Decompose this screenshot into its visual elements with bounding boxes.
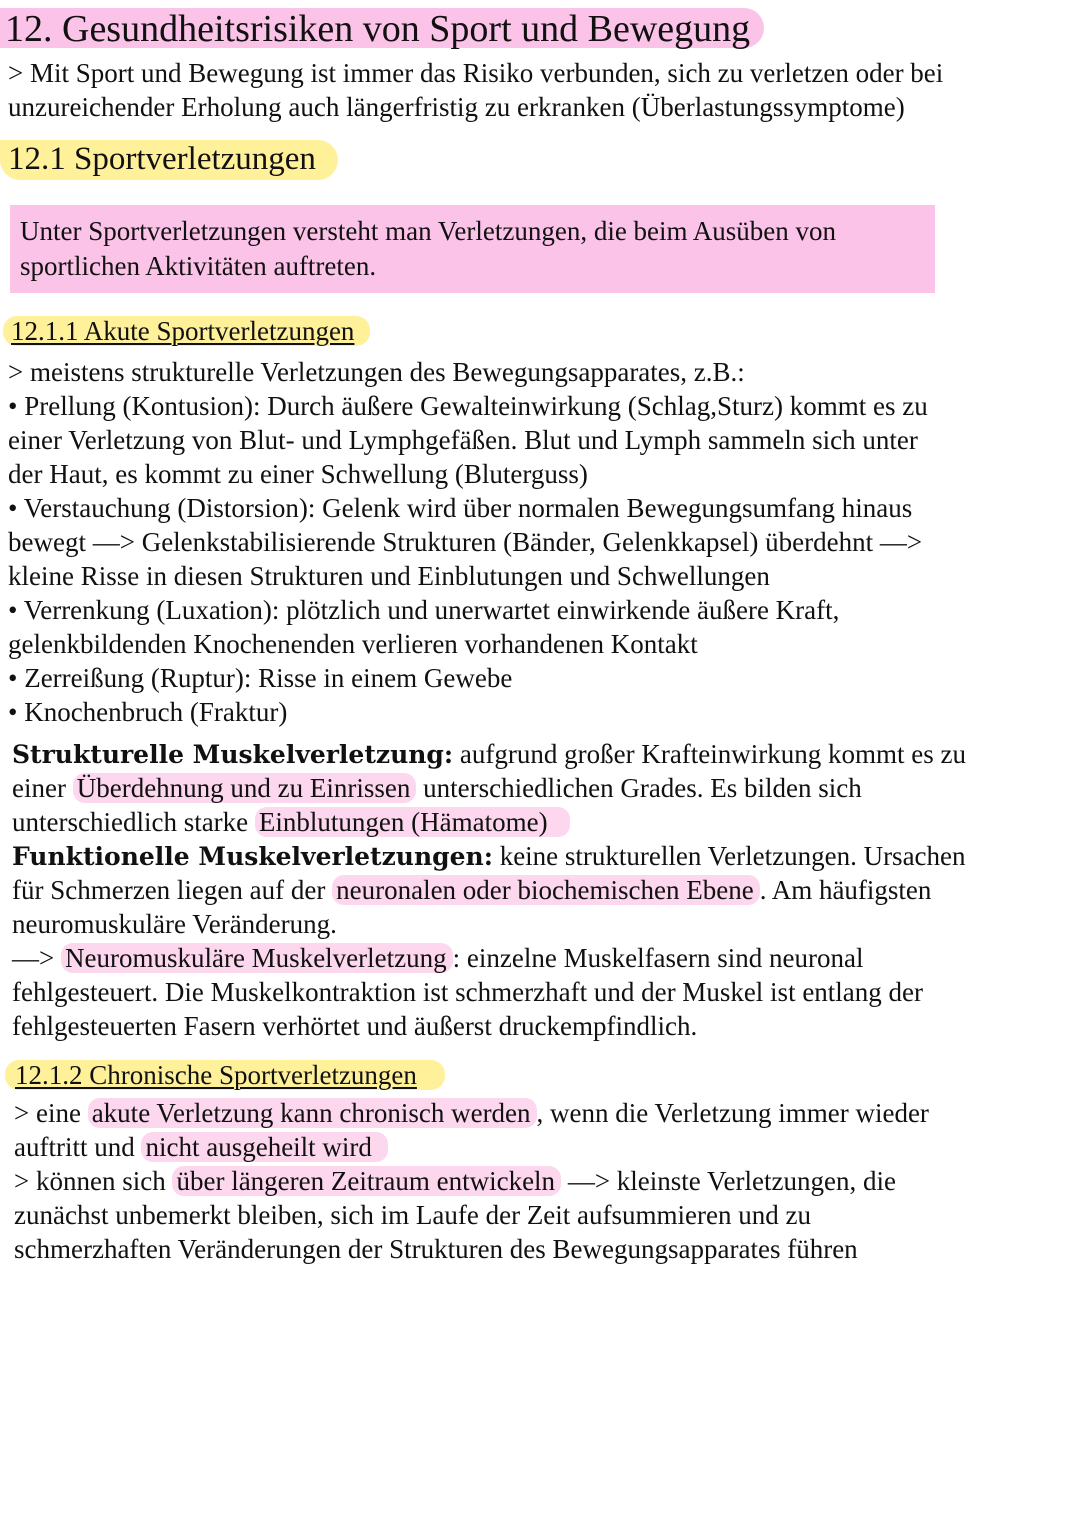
structural-term: Strukturelle Muskelverletzung:	[12, 740, 454, 769]
acute-line: • Zerreißung (Ruptur): Risse in einem Gewebe	[8, 663, 513, 693]
functional-line-4: —> Neuromuskuläre Muskelverletzung : einzelne Muskelfasern sind neuronal	[12, 943, 864, 973]
functional-term: Funktionelle Muskelverletzungen:	[12, 842, 493, 871]
acute-line: • Prellung (Kontusion): Durch äußere Gewalteinwirkung (Schlag,Sturz) kommt es zu	[8, 391, 928, 421]
acute-line: • Verstauchung (Distorsion): Gelenk wird über normalen Bewegungsumfang hinaus	[8, 493, 913, 523]
highlight: akute Verletzung kann chronisch werden	[88, 1098, 537, 1128]
chronic-line-2: auftritt und nicht ausgeheilt wird	[14, 1130, 388, 1164]
acute-line: > meistens strukturelle Verletzungen des Bewegungsapparates, z.B.:	[8, 357, 745, 387]
highlight: Überdehnung und zu Einrissen	[73, 773, 417, 803]
acute-line: kleine Risse in diesen Strukturen und Einblutungen und Schwellungen	[8, 561, 770, 591]
acute-line: gelenkbildenden Knochenenden verlieren vorhandenen Kontakt	[8, 629, 698, 659]
chronic-heading: 12.1.2 Chronische Sportverletzungen	[5, 1060, 445, 1090]
highlight: Einblutungen (Hämatome)	[255, 807, 570, 837]
intro-line-2: unzureichender Erholung auch längerfristig zu erkranken (Überlastungssymptome)	[8, 92, 905, 122]
functional-line-2: für Schmerzen liegen auf der neuronalen oder biochemischen Ebene . Am häufigsten	[12, 875, 932, 905]
structural-line-3: unterschiedlich starke Einblutungen (Hämatome)	[12, 805, 570, 839]
acute-line: • Knochenbruch (Fraktur)	[8, 697, 288, 727]
acute-line: einer Verletzung von Blut- und Lymphgefäßen. Blut und Lymph sammeln sich unter	[8, 425, 918, 455]
definition-line-2: sportlichen Aktivitäten auftreten.	[20, 251, 377, 281]
functional-line-6: fehlgesteuerten Fasern verhörtet und äußerst druckempfindlich.	[12, 1011, 698, 1041]
functional-line-1: Funktionelle Muskelverletzungen: keine strukturellen Verletzungen. Ursachen	[12, 841, 966, 871]
chronic-line-4: zunächst unbemerkt bleiben, sich im Laufe der Zeit aufsummieren und zu	[14, 1200, 811, 1230]
structural-line-2: einer Überdehnung und zu Einrissen unterschiedlichen Grades. Es bilden sich	[12, 773, 862, 803]
highlight: nicht ausgeheilt wird	[141, 1132, 387, 1162]
page-title: 12. Gesundheitsrisiken von Sport und Bewegung	[0, 8, 764, 48]
acute-heading: 12.1.1 Akute Sportverletzungen	[3, 316, 370, 346]
acute-line: • Verrenkung (Luxation): plötzlich und unerwartet einwirkende äußere Kraft,	[8, 595, 840, 625]
highlight: über längeren Zeitraum entwickeln	[172, 1166, 561, 1196]
chronic-line-5: schmerzhaften Veränderungen der Strukturen des Bewegungsapparates führen	[14, 1234, 858, 1264]
definition-box	[10, 205, 935, 293]
section-heading: 12.1 Sportverletzungen	[0, 140, 338, 180]
chronic-line-1: > eine akute Verletzung kann chronisch werden , wenn die Verletzung immer wieder	[14, 1098, 929, 1128]
definition-line-1: Unter Sportverletzungen versteht man Verletzungen, die beim Ausüben von	[20, 216, 837, 246]
intro-line-1: > Mit Sport und Bewegung ist immer das Risiko verbunden, sich zu verletzen oder bei	[8, 58, 944, 88]
highlight: neuronalen oder biochemischen Ebene	[332, 875, 760, 905]
functional-line-3: neuromuskuläre Veränderung.	[12, 909, 337, 939]
chronic-line-3: > können sich über längeren Zeitraum entwickeln —> kleinste Verletzungen, die	[14, 1166, 896, 1196]
highlight: Neuromuskuläre Muskelverletzung	[61, 943, 453, 973]
functional-line-5: fehlgesteuert. Die Muskelkontraktion ist schmerzhaft und der Muskel ist entlang der	[12, 977, 924, 1007]
structural-line-1: Strukturelle Muskelverletzung: aufgrund großer Krafteinwirkung kommt es zu	[12, 739, 966, 769]
acute-line: bewegt —> Gelenkstabilisierende Strukturen (Bänder, Gelenkkapsel) überdehnt —>	[8, 527, 923, 557]
acute-line: der Haut, es kommt zu einer Schwellung (Bluterguss)	[8, 459, 588, 489]
